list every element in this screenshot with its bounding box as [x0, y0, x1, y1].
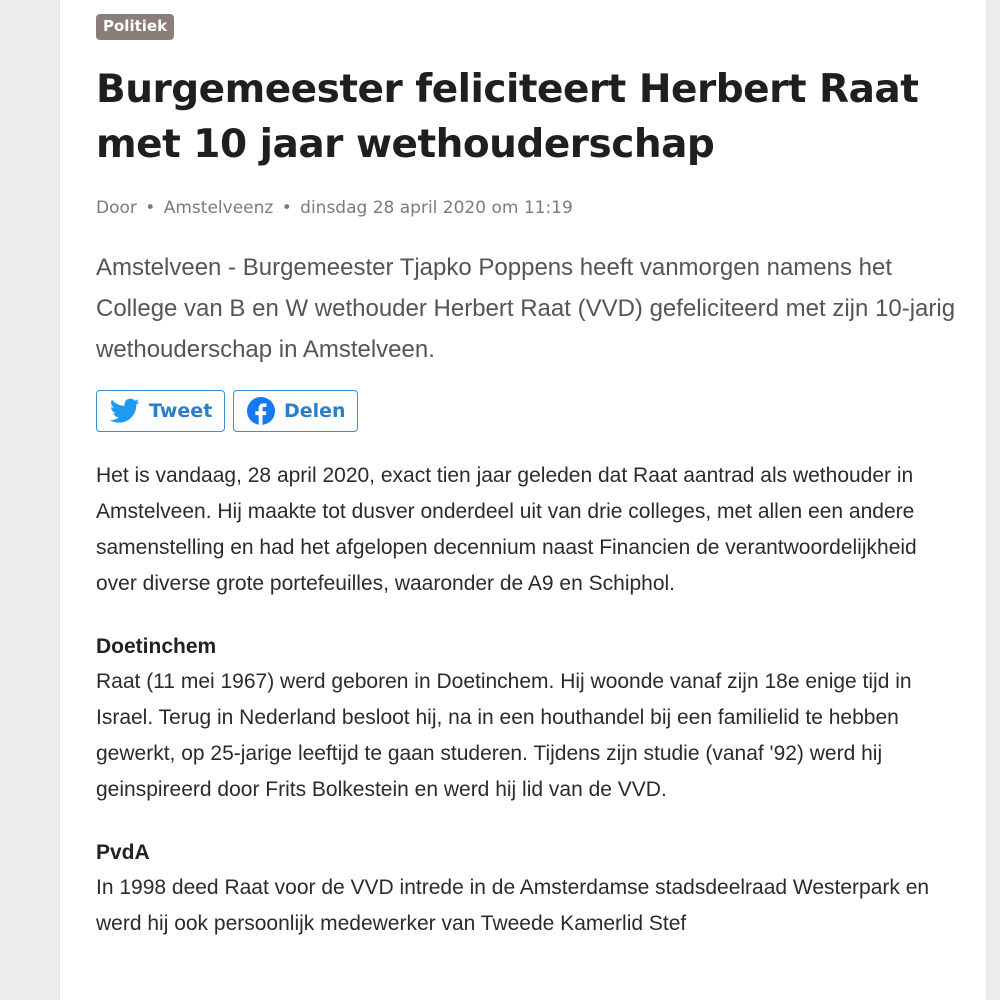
section-heading-pvda: PvdA [96, 841, 150, 864]
section-heading-doetinchem: Doetinchem [96, 635, 217, 658]
article-content [96, 14, 956, 942]
headline-line-2: met 10 jaar wethouderschap [96, 122, 715, 167]
author-name[interactable]: Amstelveenz [163, 198, 274, 218]
meta-separator: • [281, 198, 292, 218]
article-headline [96, 62, 956, 172]
section-paragraph-pvda: In 1998 deed Raat voor de VVD intrede in de Amsterdamse stadsdeelraad Westerpark en werd hij ook persoonlijk medewerker van Tweede Kamerlid Stef [96, 876, 930, 935]
section-paragraph-doetinchem: Raat (11 mei 1967) werd geboren in Doetinchem. Hij woonde vanaf zijn 18e enige tijd in Israel. Terug in Nederland besloot hij, na in een houthandel bij een familielid te hebben gewerkt, op 25-jarige leeftijd te gaan studeren. Tijdens zijn studie (vanaf '92) werd hij geinspireerd door Frits Bolkestein en werd hij lid van de VVD. [96, 670, 912, 801]
meta-separator: • [145, 198, 156, 218]
headline-line-1: Burgemeester feliciteert Herbert Raat [96, 67, 919, 112]
paragraph: Het is vandaag, 28 april 2020, exact tien jaar geleden dat Raat aantrad als wethouder in Amstelveen. Hij maakte tot dusver onderdeel uit van drie colleges, met allen een andere samenstelling en had het afgelopen decennium naast Financien de verantwoordelijkheid over diverse grote portefeuilles, waaronder de A9 en Schiphol. [96, 464, 917, 595]
facebook-share-button[interactable] [233, 390, 358, 432]
author-prefix: Door [96, 198, 137, 218]
facebook-icon [247, 396, 275, 426]
tweet-label: Tweet [149, 400, 213, 422]
facebook-label: Delen [284, 400, 346, 422]
article-meta [96, 196, 956, 220]
article-body [96, 458, 956, 602]
tweet-button[interactable] [96, 390, 225, 432]
publish-date: dinsdag 28 april 2020 om 11:19 [300, 198, 573, 218]
article-lead: Amstelveen - Burgemeester Tjapko Poppens heeft vanmorgen namens het College van B en W wethouder Herbert Raat (VVD) gefeliciteerd met zijn 10-jarig wethouderschap in Amstelveen. [96, 254, 956, 363]
category-badge[interactable]: Politiek [96, 14, 174, 40]
twitter-bird-icon [110, 396, 140, 426]
share-buttons [96, 390, 956, 432]
article-page [60, 0, 986, 1000]
